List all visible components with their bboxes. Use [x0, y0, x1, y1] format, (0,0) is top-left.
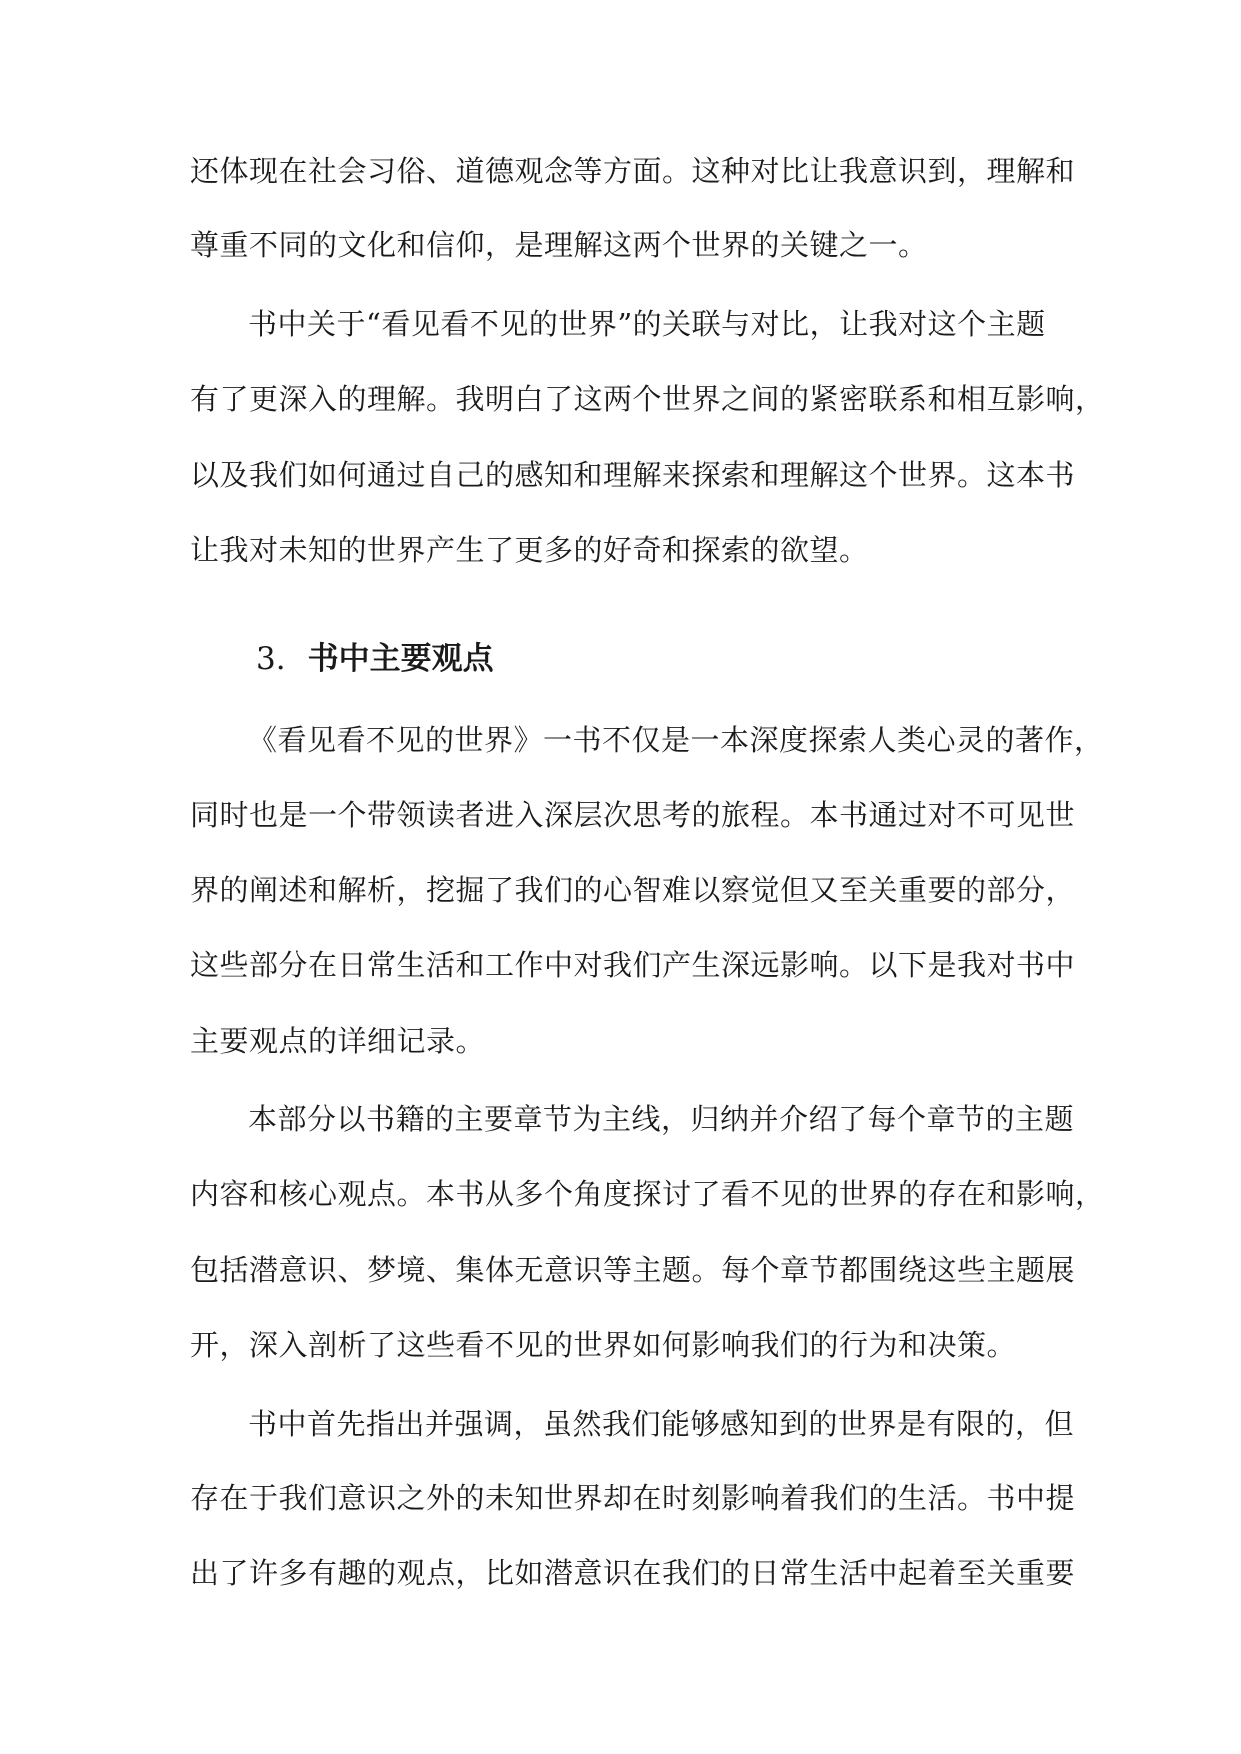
paragraph-line: 本部分以书籍的主要章节为主线，归纳并介绍了每个章节的主题 — [248, 1102, 1075, 1136]
paragraph-line: 书中关于“看见看不见的世界”的关联与对比，让我对这个主题 — [248, 307, 1046, 341]
paragraph-line: 这些部分在日常生活和工作中对我们产生深远影响。以下是我对书中 — [190, 948, 1076, 982]
section-number: 3. — [256, 641, 286, 677]
paragraph-line: 尊重不同的文化和信仰，是理解这两个世界的关键之一。 — [190, 228, 928, 262]
paragraph-line: 还体现在社会习俗、道德观念等方面。这种对比让我意识到，理解和 — [190, 154, 1076, 188]
paragraph-line: 内容和核心观点。本书从多个角度探讨了看不见的世界的存在和影响， — [190, 1177, 1105, 1211]
paragraph-line: 让我对未知的世界产生了更多的好奇和探索的欲望。 — [190, 533, 869, 567]
paragraph-line: 以及我们如何通过自己的感知和理解来探索和理解这个世界。这本书 — [190, 458, 1076, 492]
paragraph-line: 包括潜意识、梦境、集体无意识等主题。每个章节都围绕这些主题展 — [190, 1253, 1076, 1287]
paragraph-line: 《看见看不见的世界》一书不仅是一本深度探索人类心灵的著作， — [248, 723, 1104, 757]
paragraph-line: 开，深入剖析了这些看不见的世界如何影响我们的行为和决策。 — [190, 1328, 1017, 1362]
paragraph-line: 书中首先指出并强调，虽然我们能够感知到的世界是有限的，但 — [248, 1407, 1075, 1441]
paragraph-line: 同时也是一个带领读者进入深层次思考的旅程。本书通过对不可见世 — [190, 798, 1076, 832]
section-title: 书中主要观点 — [307, 641, 494, 677]
paragraph-line: 界的阐述和解析，挖掘了我们的心智难以察觉但又至关重要的部分， — [190, 873, 1076, 907]
paragraph-line: 有了更深入的理解。我明白了这两个世界之间的紧密联系和相互影响， — [190, 382, 1105, 416]
paragraph-line: 主要观点的详细记录。 — [190, 1024, 486, 1058]
paragraph-line: 存在于我们意识之外的未知世界却在时刻影响着我们的生活。书中提 — [190, 1481, 1076, 1515]
section-heading — [256, 638, 494, 680]
paragraph-line: 出了许多有趣的观点，比如潜意识在我们的日常生活中起着至关重要 — [190, 1556, 1076, 1590]
